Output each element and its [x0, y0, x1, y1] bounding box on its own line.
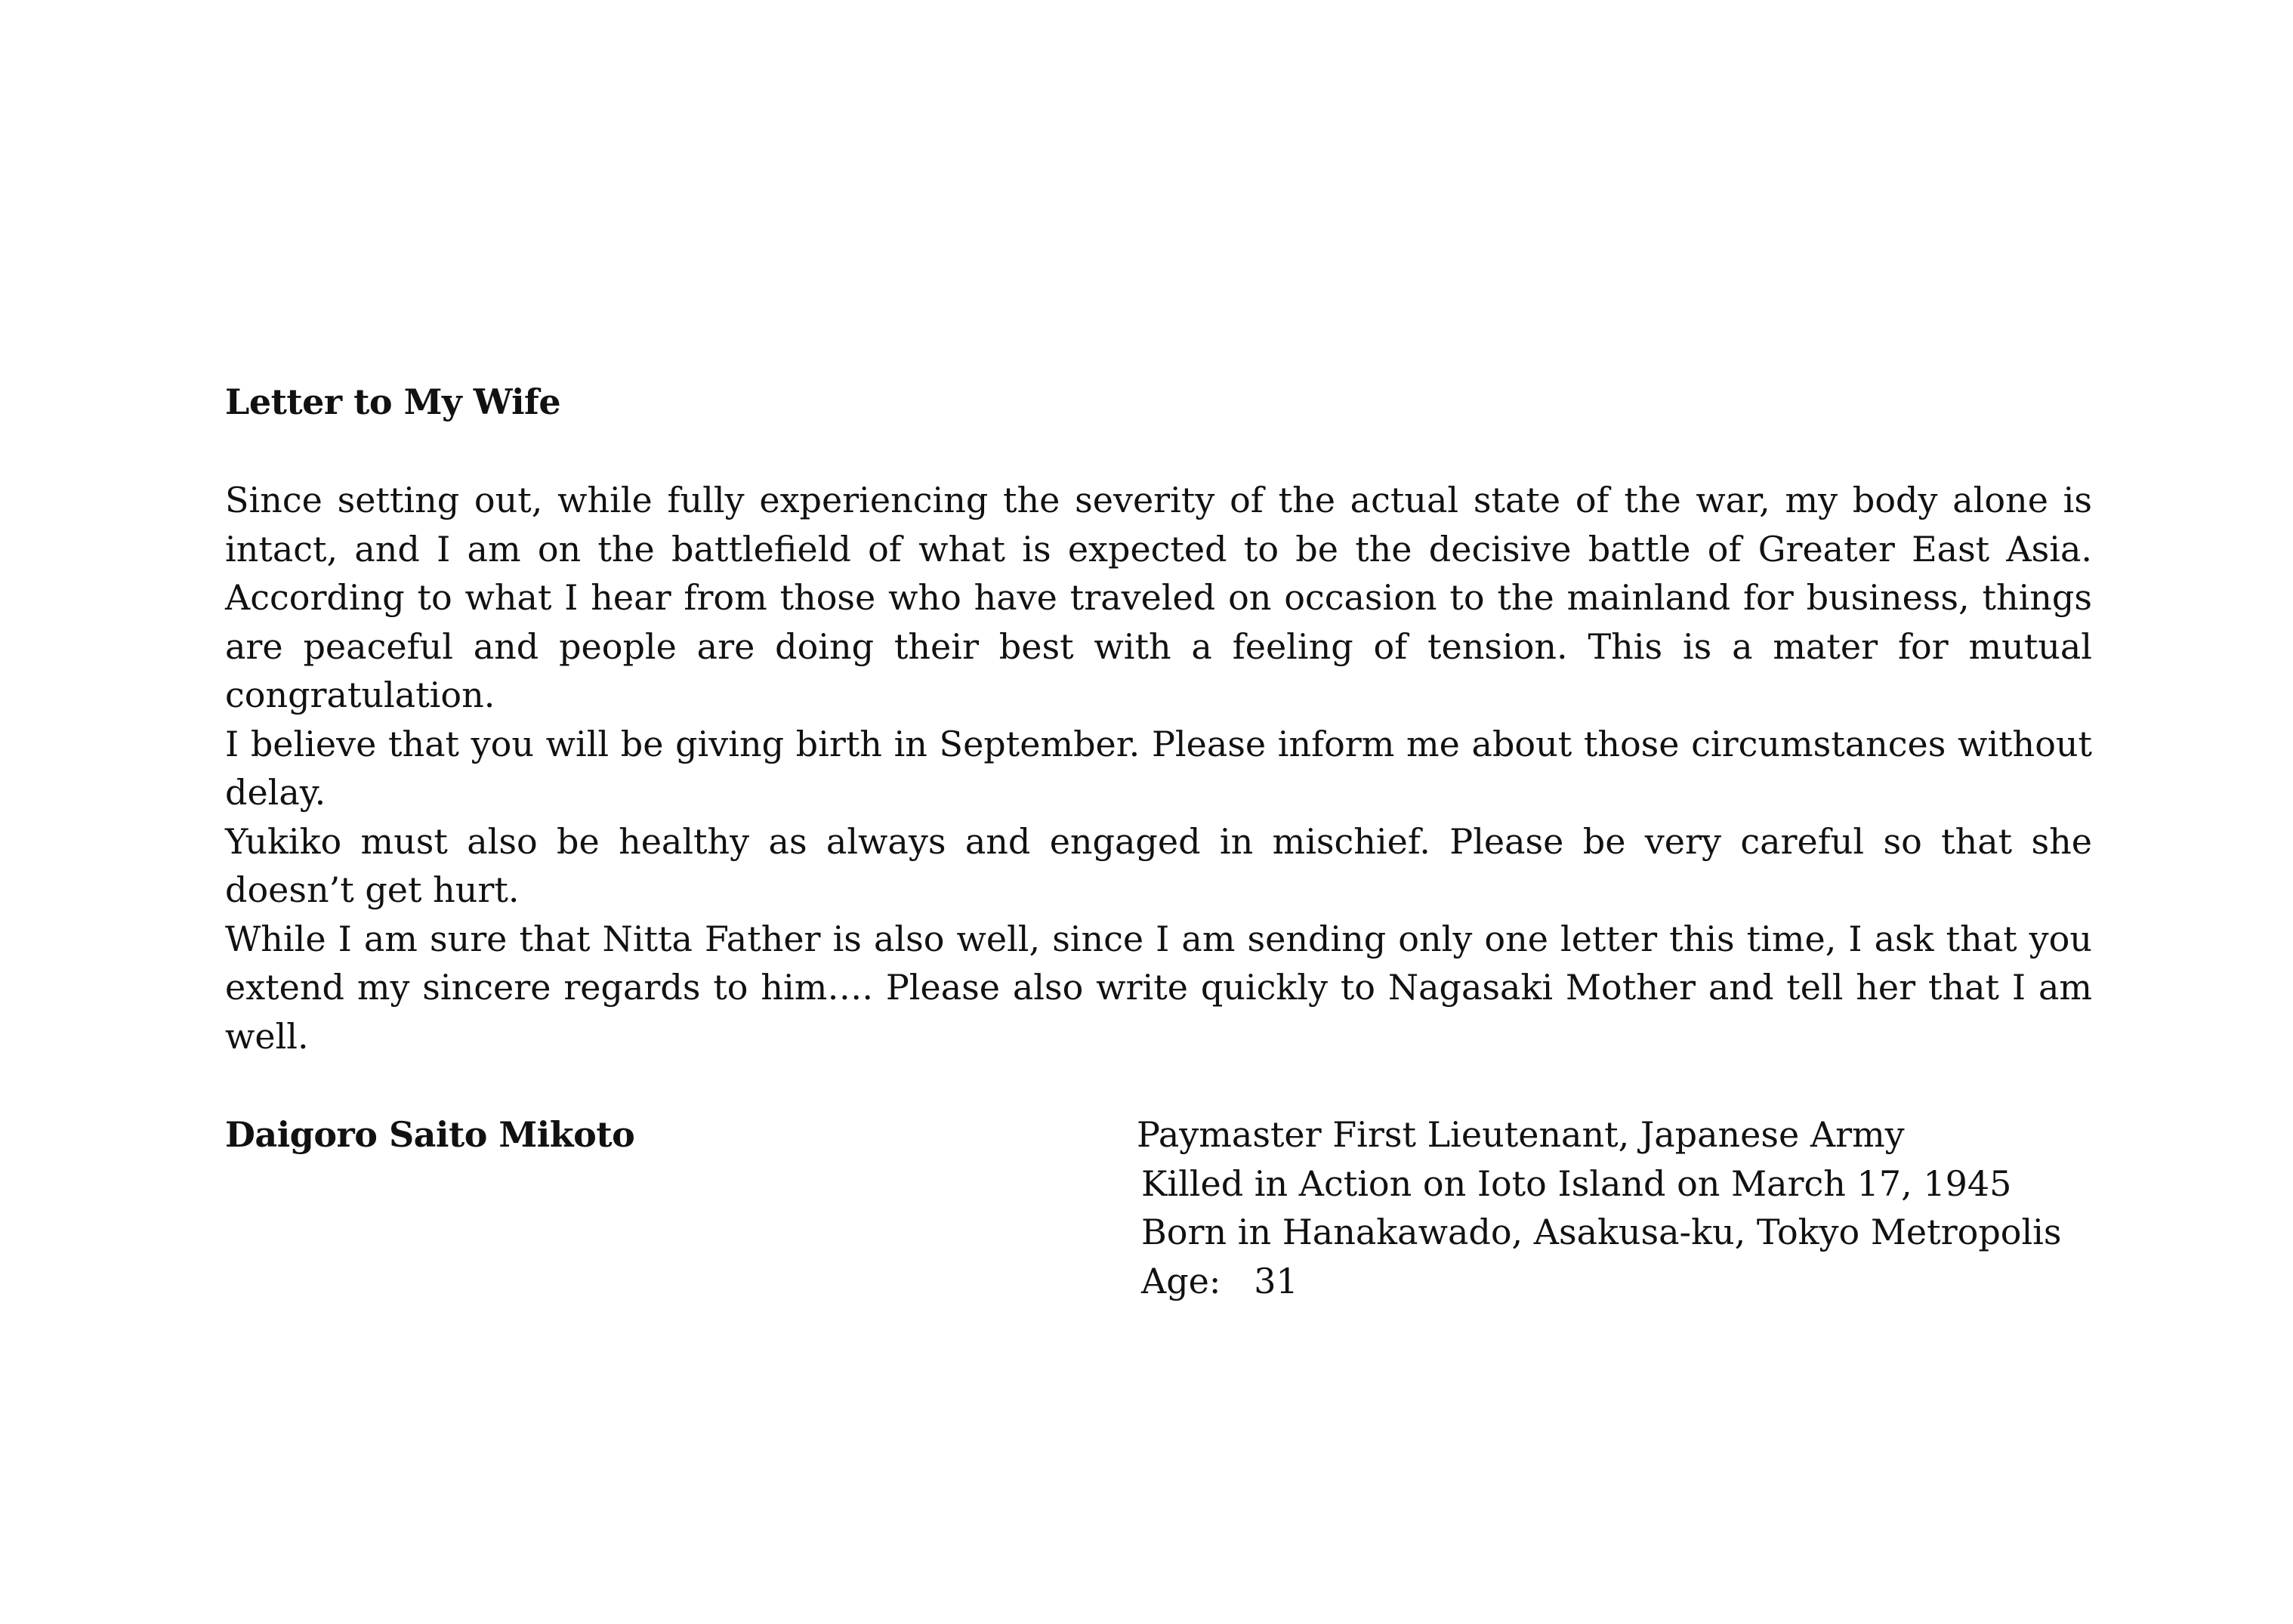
- signer-rank: Paymaster First Lieutenant, Japanese Army: [1137, 1114, 1905, 1155]
- paragraph-1: Since setting out, while fully experiencing the severity of the actual state of the war, my body alone is intact, and I am on the battlefield of what is expected to be the decisive battle of Greater East Asia. According to what I hear from those who have traveled on occasion to the mainland for business, things are peaceful and people are doing their best with a feeling of tension. This is a mater for mutual congratulation.: [225, 480, 2092, 715]
- paragraph-3: Yukiko must also be healthy as always and engaged in mischief. Please be very careful so that she doesn’t get hurt.: [225, 820, 2092, 910]
- signer-death: Killed in Action on Ioto Island on March 17, 1945: [1141, 1162, 2012, 1204]
- paragraph-4: While I am sure that Nitta Father is also well, since I am sending only one letter this time, I ask that you extend my sincere regards to him…. Please also write quickly to Nagasaki Mother and tell her that I am well.: [225, 918, 2092, 1057]
- signer-age: Age: 31: [1141, 1260, 1298, 1301]
- signer-birthplace: Born in Hanakawado, Asakusa-ku, Tokyo Metropolis: [1141, 1212, 2062, 1252]
- letter-body: [225, 476, 2092, 1061]
- letter-title: Letter to My Wife: [225, 381, 561, 422]
- signer-info: [1137, 1110, 2061, 1305]
- paragraph-2: I believe that you will be giving birth in September. Please inform me about those circumstances without delay.: [225, 723, 2092, 813]
- signer-name: Daigoro Saito Mikoto: [225, 1114, 635, 1155]
